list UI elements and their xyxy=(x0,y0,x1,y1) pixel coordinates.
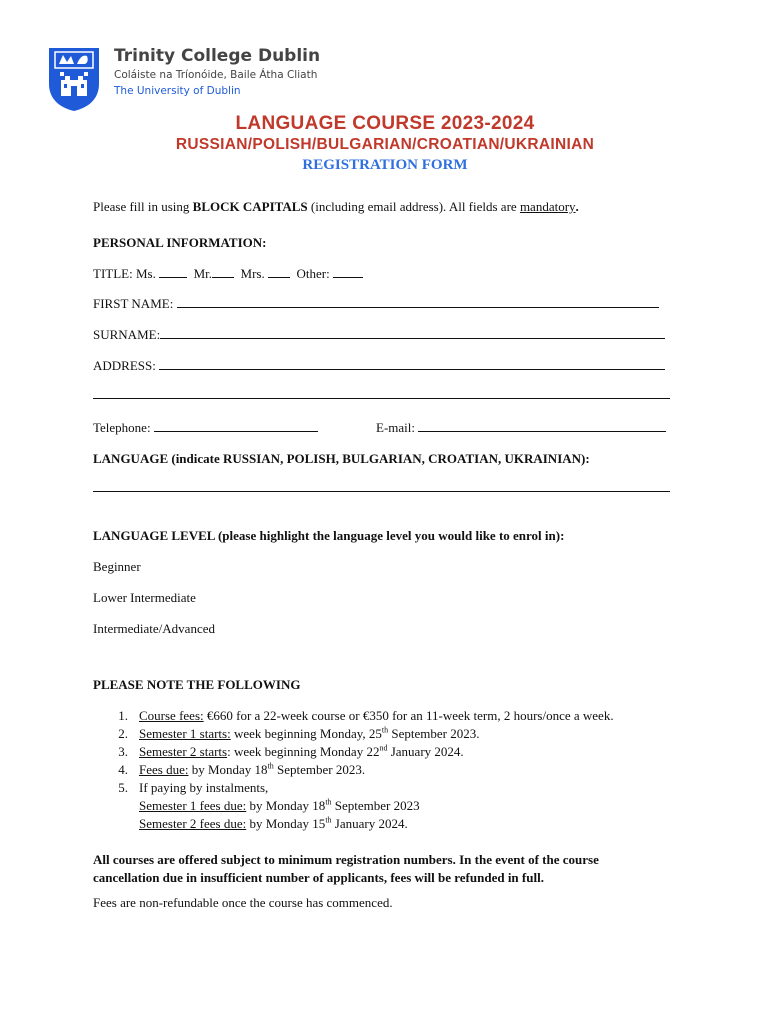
first-name-field[interactable] xyxy=(177,296,659,308)
form-title: REGISTRATION FORM xyxy=(302,157,468,173)
intro-end: . xyxy=(575,199,579,214)
language-field[interactable] xyxy=(93,491,670,492)
semester1-start-label: Semester 1 starts: xyxy=(139,726,231,741)
address-row xyxy=(93,358,665,374)
institution-irish-name: Coláiste na Tríonóide, Baile Átha Cliath xyxy=(114,69,318,81)
semester2-fees-due-label: Semester 2 fees due: xyxy=(139,816,247,831)
intro-mid: (including email address). All fields are xyxy=(307,199,520,214)
first-name-label: FIRST NAME: xyxy=(93,296,177,311)
surname-row xyxy=(93,327,665,343)
surname-label: SURNAME: xyxy=(93,327,161,342)
title-ms-blank[interactable] xyxy=(159,266,187,278)
language-level-label: LANGUAGE LEVEL (please highlight the language level you would like to enrol in): xyxy=(93,528,565,543)
email-row xyxy=(376,420,666,436)
fees-due-label: Fees due: xyxy=(139,762,189,777)
personal-info-heading: PERSONAL INFORMATION: xyxy=(93,235,267,250)
title-other-blank[interactable] xyxy=(333,266,363,278)
course-title: LANGUAGE COURSE 2023-2024 xyxy=(235,113,535,134)
intro-text xyxy=(93,199,579,215)
languages-title: RUSSIAN/POLISH/BULGARIAN/CROATIAN/UKRAINIAN xyxy=(175,136,595,153)
semester1-start-tail: September 2023. xyxy=(388,726,480,741)
email-label: E-mail: xyxy=(376,420,419,435)
semester1-fees-due-tail: September 2023 xyxy=(331,798,420,813)
telephone-field[interactable] xyxy=(154,420,318,432)
email-field[interactable] xyxy=(418,420,666,432)
title-other-label: Other: xyxy=(296,266,333,281)
address-label: ADDRESS: xyxy=(93,358,160,373)
language-label: LANGUAGE (indicate RUSSIAN, POLISH, BULGARIAN, CROATIAN, UKRAINIAN): xyxy=(93,451,590,466)
conditions-line-1: All courses are offered subject to minimum registration numbers. In the event of the course xyxy=(93,852,599,867)
title-ms-label: Ms. xyxy=(135,266,160,281)
intro-bold: BLOCK CAPITALS xyxy=(192,199,308,214)
title-label: TITLE: xyxy=(93,266,136,281)
ordinal-suffix: th xyxy=(381,725,389,735)
first-name-row xyxy=(93,296,659,312)
semester2-start-text: : week beginning Monday 22 xyxy=(227,744,380,759)
telephone-row xyxy=(93,420,318,436)
title-mr-label: Mr. xyxy=(193,266,213,281)
intro-mandatory: mandatory xyxy=(519,199,576,214)
telephone-label: Telephone: xyxy=(93,420,154,435)
semester2-fees-due-text: by Monday 15 xyxy=(246,816,326,831)
ordinal-suffix: nd xyxy=(379,743,388,753)
tcd-crest-icon xyxy=(47,46,101,112)
list-item-number: 1. xyxy=(118,708,128,723)
notes-heading: PLEASE NOTE THE FOLLOWING xyxy=(93,677,301,692)
course-fees-label: Course fees: xyxy=(139,708,204,723)
instalments-text: If paying by instalments, xyxy=(139,780,269,795)
level-option-beginner[interactable]: Beginner xyxy=(93,559,141,574)
surname-field[interactable] xyxy=(160,327,665,339)
institution-block xyxy=(114,46,320,99)
course-fees-text: €660 for a 22-week course or €350 for an 11-week term, 2 hours/once a week. xyxy=(203,708,614,723)
list-item-number: 5. xyxy=(118,780,128,795)
fees-due-tail: September 2023. xyxy=(273,762,366,777)
level-option-lower-intermediate[interactable]: Lower Intermediate xyxy=(93,590,196,605)
address-field[interactable] xyxy=(159,358,665,370)
intro-pre: Please fill in using xyxy=(93,199,193,214)
conditions-line-2: cancellation due in insufficient number of applicants, fees will be refunded in full. xyxy=(93,870,544,885)
title-mrs-blank[interactable] xyxy=(268,266,290,278)
ordinal-suffix: th xyxy=(325,797,332,807)
list-item-number: 3. xyxy=(118,744,128,759)
semester1-start-text: week beginning Monday, 25 xyxy=(230,726,382,741)
institution-name: Trinity College Dublin xyxy=(114,46,321,66)
title-mrs-label: Mrs. xyxy=(240,266,268,281)
ordinal-suffix: th xyxy=(325,815,332,825)
semester2-fees-due-tail: January 2024. xyxy=(331,816,408,831)
list-item-number: 4. xyxy=(118,762,128,777)
title-mr-blank[interactable] xyxy=(212,266,234,278)
institution-subtitle: The University of Dublin xyxy=(114,85,241,97)
address-line-2[interactable] xyxy=(93,398,670,399)
ordinal-suffix: th xyxy=(267,761,274,771)
title-row xyxy=(93,266,363,282)
semester2-start-tail: January 2024. xyxy=(387,744,464,759)
refund-note: Fees are non-refundable once the course has commenced. xyxy=(93,895,393,910)
semester2-start-label: Semester 2 starts xyxy=(139,744,228,759)
semester1-fees-due-label: Semester 1 fees due: xyxy=(139,798,247,813)
level-option-intermediate-advanced[interactable]: Intermediate/Advanced xyxy=(93,621,215,636)
semester1-fees-due-text: by Monday 18 xyxy=(246,798,326,813)
fees-due-text: by Monday 18 xyxy=(188,762,268,777)
list-item-number: 2. xyxy=(118,726,128,741)
